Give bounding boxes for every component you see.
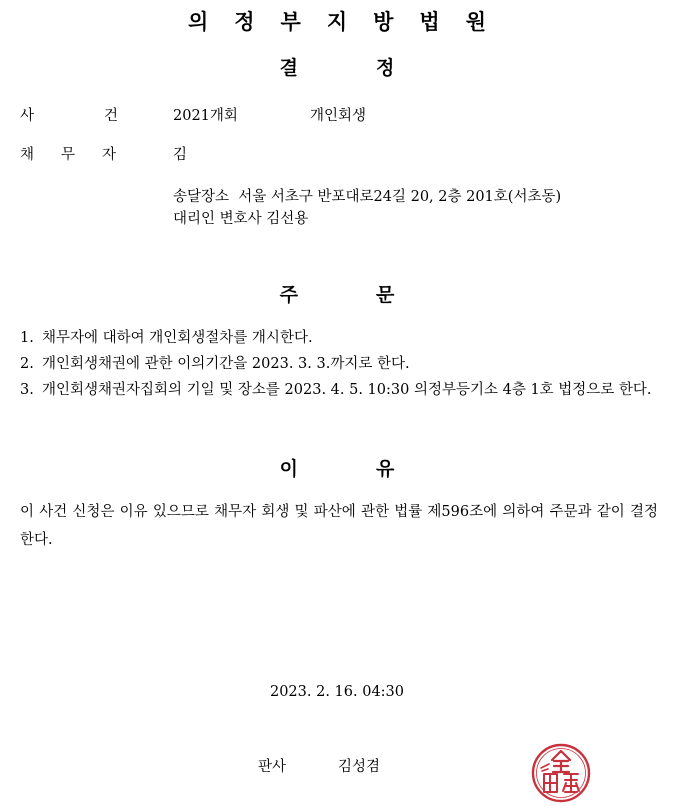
decision-date: 2023. 2. 16. 04:30: [269, 684, 405, 700]
order-item-number: 2.: [20, 356, 34, 372]
order-item-text: 개인회생채권에 관한 이의기간을 2023. 3. 3.까지로 한다.: [42, 356, 410, 372]
order-item-text: 채무자에 대하여 개인회생절차를 개시한다.: [42, 330, 313, 346]
document-title: 결정: [279, 57, 473, 79]
reason-heading: 이유: [279, 458, 473, 480]
judge-name: 김성겸: [338, 759, 381, 775]
order-list: [20, 325, 660, 403]
order-item: [20, 351, 660, 377]
debtor-agent: 대리인 변호사 김선용: [173, 211, 309, 227]
judge-seal-icon: [530, 742, 592, 804]
reason-text: 이 사건 신청은 이유 있으므로 채무자 회생 및 파산에 관한 법률 제596조에 의하여 주문과 같이 결정한다.: [20, 504, 658, 548]
order-heading: 주문: [279, 284, 473, 306]
case-name: 개인회생: [310, 108, 367, 124]
order-item-number: 1.: [20, 330, 34, 346]
order-item-number: 3.: [20, 382, 34, 398]
service-address: 송달장소 서울 서초구 반포대로24길 20, 2층 201호(서초동): [173, 189, 562, 205]
case-number: 2021개회: [173, 108, 238, 124]
court-name: 의정부지방법원: [187, 10, 512, 34]
order-item-text: 개인회생채권자집회의 기일 및 장소를 2023. 4. 5. 10:30 의정부등기소 4층 1호 법정으로 한다.: [42, 382, 652, 398]
order-item: [20, 377, 660, 403]
debtor-label: 채무자: [20, 147, 144, 163]
judge-title: 판사: [258, 759, 287, 775]
order-item: [20, 325, 660, 351]
case-label: 사건: [20, 108, 189, 124]
debtor-name: 김: [173, 147, 188, 163]
